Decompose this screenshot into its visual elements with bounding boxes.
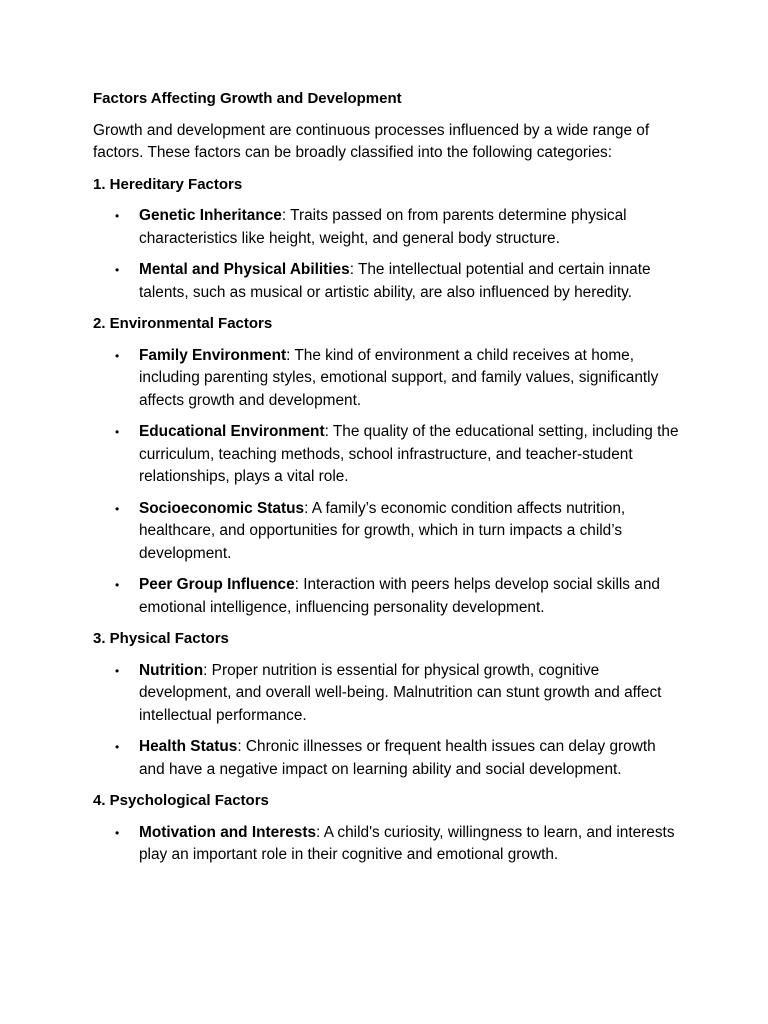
bullet-list [93,822,683,867]
bullet-icon: • [115,740,120,754]
list-item [93,736,683,781]
item-term: Health Status [139,738,238,755]
document-title: Factors Affecting Growth and Development [93,90,402,107]
item-term: Genetic Inheritance [139,207,282,224]
item-term: Nutrition [139,661,204,679]
list-item [93,660,683,728]
section-heading: 4. Psychological Factors [93,792,269,809]
list-item [93,345,683,413]
section-psychological [93,790,683,867]
item-text: : The intellectual potential and certain innate talents, such as musical or artistic ability, are also influenced by heredity. [139,261,651,301]
bullet-icon: • [115,348,120,363]
item-text: : A family’s economic condition affects nutrition, healthcare, and opportunities for growth, which in turn impacts a child’s development. [139,499,626,562]
section-physical [93,628,683,781]
list-item [93,822,683,867]
item-text: : Chronic illnesses or frequent health issues can delay growth and have a negative impact on learning ability and social development. [139,738,656,778]
bullet-icon: • [115,825,120,840]
section-heading: 3. Physical Factors [93,630,229,647]
item-text: : Traits passed on from parents determine physical characteristics like height, weight, and general body structure. [139,207,627,247]
bullet-icon: • [115,501,120,516]
list-item [93,498,683,566]
bullet-list [93,205,683,304]
bullet-icon: • [115,263,120,277]
list-item [93,205,683,250]
item-term: Socioeconomic Status [139,499,305,517]
bullet-icon: • [115,578,120,592]
bullet-icon: • [115,209,120,223]
item-text: : The kind of environment a child receives at home, including parenting styles, emotional support, and family values, significantly affects growth and development. [139,346,659,409]
section-environmental [93,313,683,619]
item-text: : Interaction with peers helps develop social skills and emotional intelligence, influencing personality development. [139,576,660,616]
item-term: Mental and Physical Abilities [139,261,350,278]
item-text: : Proper nutrition is essential for physical growth, cognitive development, and overall well-being. Malnutrition can stunt growth and affect intellectual performance. [139,661,662,724]
bullet-icon: • [115,425,120,439]
item-term: Peer Group Influence [139,576,295,593]
item-term: Educational Environment [139,423,325,440]
intro-paragraph: Growth and development are continuous processes influenced by a wide range of factors. These factors can be broadly classified into the following categories: [93,121,650,161]
section-heading: 2. Environmental Factors [93,315,273,332]
list-item [93,259,683,304]
list-item [93,421,683,489]
document-page [93,88,683,876]
item-text: : A child's curiosity, willingness to learn, and interests play an important role in their cognitive and emotional growth. [139,823,675,863]
section-heading: 1. Hereditary Factors [93,175,243,193]
bullet-list [93,660,683,782]
bullet-list [93,345,683,620]
item-text: : The quality of the educational setting, including the curriculum, teaching methods, school infrastructure, and teacher-student relationships, plays a vital role. [139,423,679,485]
list-item [93,574,683,619]
item-term: Family Environment [139,346,287,364]
item-term: Motivation and Interests [139,823,317,841]
section-hereditary [93,174,683,305]
bullet-icon: • [115,663,120,678]
